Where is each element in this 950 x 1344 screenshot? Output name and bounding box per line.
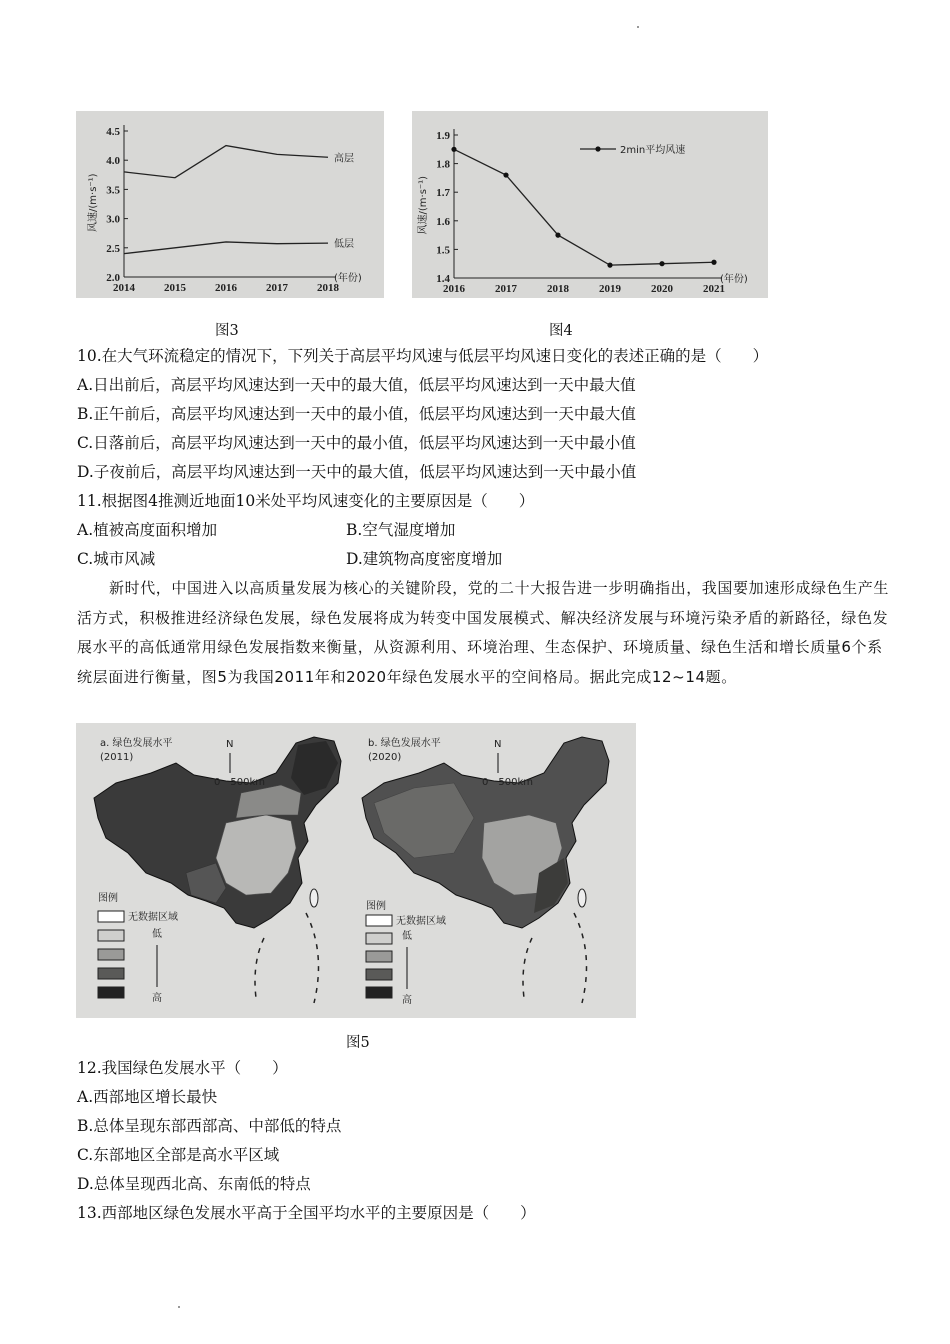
x-tick-label: 2021 (703, 283, 725, 295)
data-point (503, 172, 508, 177)
map-b-legend-swatch-1 (366, 915, 392, 926)
map-b-legend-high: 高 (402, 995, 412, 1006)
y-tick-label: 4.5 (106, 126, 120, 138)
y-tick-label: 3.5 (106, 184, 120, 197)
q12-option-b: B.总体呈现东部西部高、中部低的特点 (77, 1117, 342, 1135)
y-tick-label: 2.5 (106, 242, 120, 255)
x-tick-label: 2016 (443, 283, 465, 295)
y-tick-label: 2.0 (106, 272, 120, 284)
legend-label: 2min平均风速 (620, 145, 686, 156)
x-tick-label: 2014 (113, 282, 135, 294)
x-tick-label: 2017 (495, 283, 517, 295)
y-axis-label: 风速/(m·s⁻¹) (418, 175, 429, 235)
map-a-legend-swatch-2 (98, 930, 124, 941)
figure-5-svg (76, 723, 636, 1018)
map-a (94, 736, 341, 1004)
map-a-taiwan (310, 889, 318, 907)
y-tick-label: 1.7 (436, 187, 450, 200)
figure-3-chart (76, 111, 384, 298)
series-label: 高层 (334, 153, 354, 165)
map-b-south-sea-line (523, 913, 587, 1003)
map-a-legend-swatch-3 (98, 949, 124, 960)
passage-text: 新时代，中国进入以高质量发展为核心的关键阶段，党的二十大报告进一步明确指出，我国要加速形成绿色生产生活方式，积极推进经济绿色发展，绿色发展将成为转变中国发展模式、解决经济发展与环境污染矛盾的新路径，绿色发展水平的高低通常用绿色发展指数来衡量，从资源利用、环境治理、生态保护、环境质量、绿色生活和增长质量6个系统层面进行衡量，图5为我国2011年和2020年绿色发展水平的空间格局。据此完成12~14题。 (77, 579, 890, 686)
map-b (362, 736, 609, 1006)
x-tick-label: 2019 (599, 283, 621, 295)
q13-stem: 13.西部地区绿色发展水平高于全国平均水平的主要原因是（ ） (77, 1204, 536, 1222)
map-a-south-sea-line (255, 913, 319, 1003)
y-tick-label: 1.5 (436, 244, 450, 257)
q12-option-d: D.总体呈现西北高、东南低的特点 (77, 1175, 311, 1193)
q10-stem: 10.在大气环流稳定的情况下，下列关于高层平均风速与低层平均风速日变化的表述正确的是（ ） (77, 347, 769, 365)
y-tick-label: 1.9 (436, 130, 450, 142)
series-line-0 (454, 149, 714, 265)
map-a-legend-swatch-1 (98, 911, 124, 922)
q10-option-a: A.日出前后，高层平均风速达到一天中的最大值，低层平均风速达到一天中最大值 (77, 376, 636, 394)
map-b-legend-swatch-3 (366, 951, 392, 962)
map-a-north-label: N (226, 739, 234, 750)
map-b-year: (2020) (368, 752, 402, 763)
data-point (451, 147, 456, 152)
map-b-north-label: N (494, 739, 502, 750)
map-a-legend-low: 低 (152, 929, 162, 940)
y-tick-label: 1.8 (436, 158, 450, 171)
map-a-year: (2011) (100, 752, 134, 763)
map-b-legend-swatch-2 (366, 933, 392, 944)
map-b-title: b. 绿色发展水平 (368, 738, 441, 749)
y-tick-label: 1.4 (436, 273, 450, 285)
map-a-legend-nodata: 无数据区域 (128, 912, 178, 923)
figure-3-svg (76, 111, 384, 298)
data-point (555, 233, 560, 238)
q11-option-a: A.植被高度面积增加 (77, 521, 218, 539)
series-label: 低层 (334, 239, 354, 251)
y-tick-label: 4.0 (106, 155, 120, 168)
q11-option-d: D.建筑物高度密度增加 (346, 550, 503, 568)
scan-dot-bottom (178, 1306, 180, 1308)
q12-option-a: A.西部地区增长最快 (77, 1088, 218, 1106)
x-tick-label: 2020 (651, 283, 673, 295)
y-tick-label: 3.0 (106, 213, 120, 226)
series-line-1 (124, 242, 328, 254)
figure-3-caption: 图3 (215, 323, 239, 339)
map-b-legend-nodata: 无数据区域 (396, 916, 446, 927)
map-a-scale: 0 500km (214, 777, 265, 788)
q11-option-c: C.城市风减 (77, 550, 156, 568)
map-b-legend-swatch-4 (366, 969, 392, 980)
map-a-legend-title: 图例 (98, 893, 118, 904)
q11-option-b: B.空气湿度增加 (346, 521, 456, 539)
map-b-legend-swatch-5 (366, 987, 392, 998)
map-b-legend-title: 图例 (366, 901, 386, 912)
q10-option-d: D.子夜前后，高层平均风速达到一天中的最大值，低层平均风速达到一天中最小值 (77, 463, 637, 481)
q12-option-c: C.东部地区全部是高水平区域 (77, 1146, 280, 1164)
map-a-title: a. 绿色发展水平 (100, 738, 173, 749)
y-tick-label: 1.6 (436, 215, 450, 228)
map-a-legend-swatch-4 (98, 968, 124, 979)
map-b-scale: 0 500km (482, 777, 533, 788)
map-a-legend-swatch-5 (98, 987, 124, 998)
x-axis-label: (年份) (720, 274, 748, 285)
q10-option-c: C.日落前后，高层平均风速达到一天中的最小值，低层平均风速达到一天中最小值 (77, 434, 636, 452)
x-axis-label: (年份) (334, 273, 362, 284)
q12-stem: 12.我国绿色发展水平（ ） (77, 1059, 288, 1077)
figure-5-caption: 图5 (346, 1035, 370, 1051)
data-point (711, 260, 716, 265)
map-b-taiwan (578, 889, 586, 907)
figure-4-svg (412, 111, 768, 298)
figure-4-chart (412, 111, 768, 298)
q11-stem: 11.根据图4推测近地面10米处平均风速变化的主要原因是（ ） (77, 492, 535, 510)
figure-5-maps (76, 723, 636, 1018)
series-line-0 (124, 146, 328, 178)
scan-dot-top (637, 26, 639, 28)
x-tick-label: 2018 (317, 282, 339, 294)
map-b-legend-low: 低 (402, 931, 412, 942)
y-axis-label: 风速/(m·s⁻¹) (88, 173, 99, 232)
x-tick-label: 2016 (215, 282, 237, 294)
q10-option-b: B.正午前后，高层平均风速达到一天中的最小值，低层平均风速达到一天中最大值 (77, 405, 636, 423)
x-tick-label: 2015 (164, 282, 186, 294)
x-tick-label: 2018 (547, 283, 569, 295)
map-a-legend-high: 高 (152, 993, 162, 1004)
legend-marker (595, 146, 600, 151)
figure-4-caption: 图4 (549, 323, 573, 339)
data-point (659, 261, 664, 266)
data-point (607, 263, 612, 268)
x-tick-label: 2017 (266, 282, 288, 294)
